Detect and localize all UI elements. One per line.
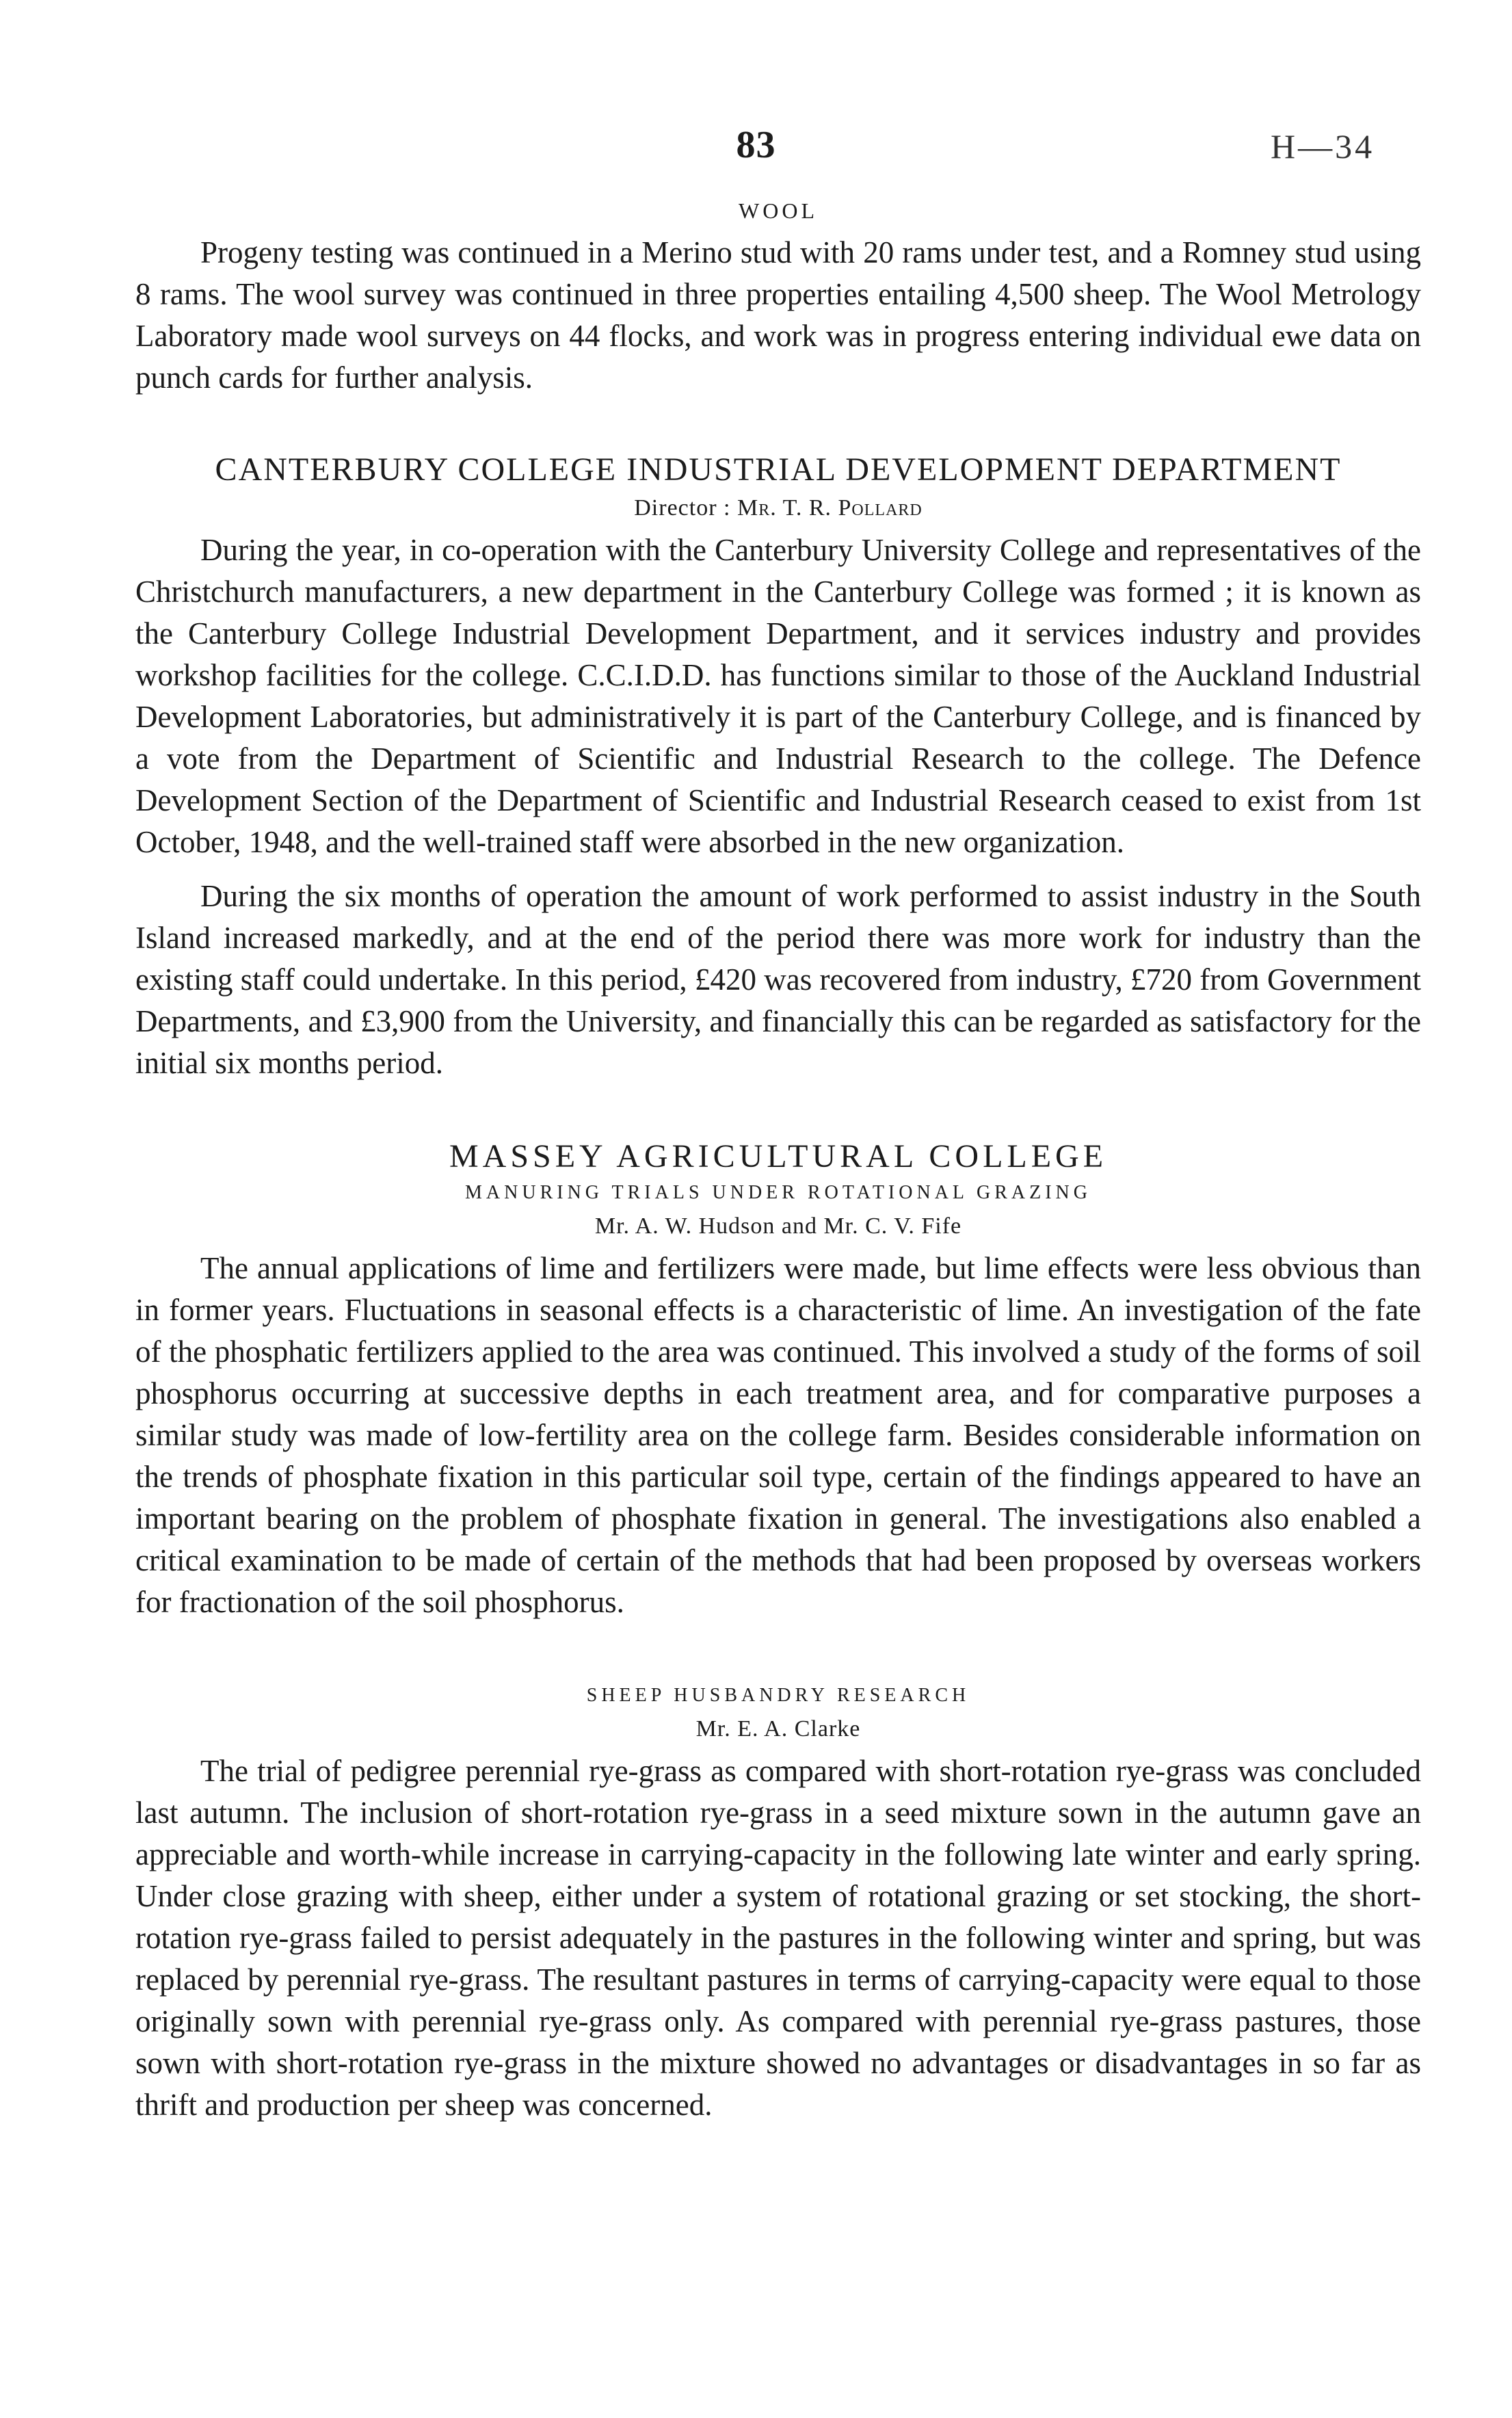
director-label: Director : [634, 495, 731, 521]
sheep-author: Mr. E. A. Clarke [695, 1716, 861, 1742]
wool-heading: WOOL [739, 198, 818, 223]
massey-heading: MASSEY AGRICULTURAL COLLEGE [449, 1138, 1108, 1174]
canterbury-paragraph-1: During the year, in co-operation with the Canterbury University College and representatives of the Christchurch manufacturers, a new department in the Canterbury College was formed ; it is known as the Canterbury College Industrial Development Department, and it services industry and provides workshop facilities for the college. C.C.I.D.D. has functions similar to those of the Auckland Industrial Development Laboratories, but administratively it is part of the Canterbury College, and is financed by a vote from the Department of Scientific and Industrial Research to the college. The Defence Development Section of the Department of Scientific and Industrial Research ceased to exist from 1st October, 1948, and the well-trained staff were absorbed in the new organization. [135, 533, 1421, 859]
sheep-heading: SHEEP HUSBANDRY RESEARCH [586, 1685, 970, 1706]
wool-section [135, 198, 1421, 399]
canterbury-paragraph-2: During the six months of operation the amount of work performed to assist industry in the South Island increased markedly, and at the end of the period there was more work for industry than the existing staff could undertake. In this period, £420 was recovered from industry, £720 from Government Departments, and £3,900 from the University, and financially this can be regarded as satisfactory for the initial six months period. [135, 879, 1421, 1080]
massey-section [135, 1138, 1421, 2126]
canterbury-section [135, 451, 1421, 1084]
page-number: 83 [736, 124, 776, 166]
sheep-paragraph: The trial of pedigree perennial rye-grass as compared with short-rotation rye-grass was concluded last autumn. The inclusion of short-rotation rye-grass in a seed mixture sown in the autumn gave an appreciable and worth-while increase in carrying-capacity in the following late winter and early spring. Under close grazing with sheep, either under a system of rotational grazing or set stocking, the short-rotation rye-grass failed to persist adequately in the pastures in the following winter and spring, but was replaced by perennial rye-grass. The resultant pastures in terms of carrying-capacity were equal to those originally sown with perennial rye-grass only. As compared with perennial rye-grass pastures, those sown with short-rotation rye-grass in the mixture showed no advantages or disadvantages in so far as thrift and production per sheep was concerned. [135, 1754, 1421, 2122]
manuring-authors: Mr. A. W. Hudson and Mr. C. V. Fife [594, 1213, 962, 1239]
director-name: Mr. T. R. Pollard [737, 495, 923, 521]
manuring-heading: MANURING TRIALS UNDER ROTATIONAL GRAZING [465, 1182, 1091, 1203]
canterbury-director [135, 495, 1421, 521]
canterbury-heading: CANTERBURY COLLEGE INDUSTRIAL DEVELOPMENT DEPARTMENT [215, 451, 1342, 488]
document-reference: H—34 [1271, 127, 1375, 166]
wool-paragraph: Progeny testing was continued in a Merino stud with 20 rams under test, and a Romney stud using 8 rams. The wool survey was continued in three properties entailing 4,500 sheep. The Wool Metrology Laboratory made wool surveys on 44 flocks, and work was in progress entering individual ewe data on punch cards for further analysis. [135, 235, 1421, 395]
manuring-paragraph: The annual applications of lime and fertilizers were made, but lime effects were less obvious than in former years. Fluctuations in seasonal effects is a characteristic of lime. An investigation of the fate of the phosphatic fertilizers applied to the area was continued. This involved a study of the forms of soil phosphorus occurring at successive depths in each treatment area, and for comparative purposes a similar study was made of low-fertility area on the college farm. Besides considerable information on the trends of phosphate fixation in this particular soil type, certain of the findings appeared to have an important bearing on the problem of phosphate fixation in general. The investigations also enabled a critical examination to be made of certain of the methods that had been proposed by overseas workers for fractionation of the soil phosphorus. [135, 1251, 1421, 1619]
text-column [135, 198, 1421, 2126]
